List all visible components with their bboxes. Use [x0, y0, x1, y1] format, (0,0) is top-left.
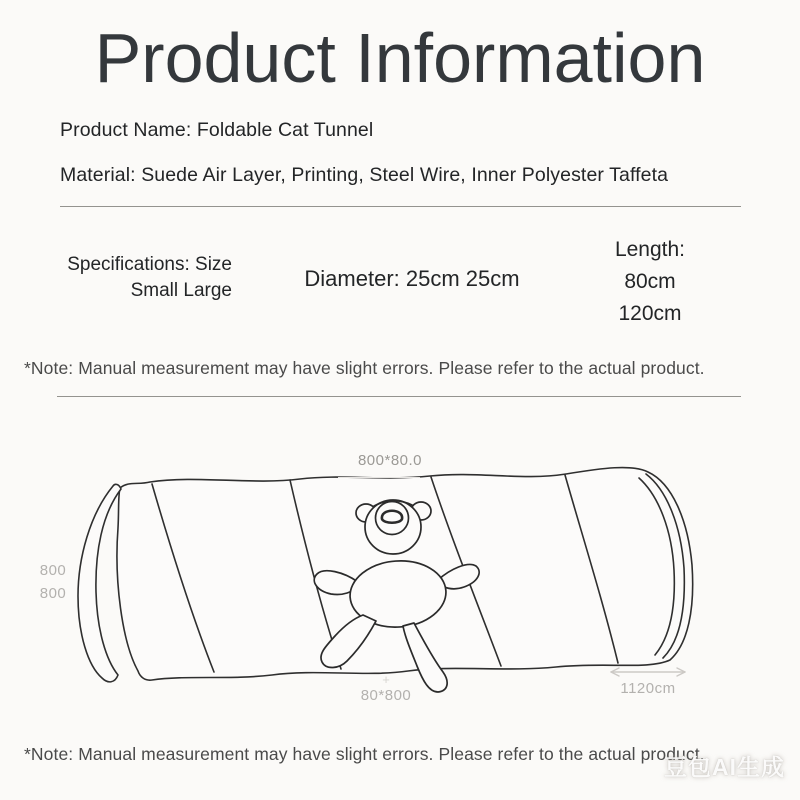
tunnel-left-rim [78, 484, 121, 682]
spec-length-line3: 120cm [618, 302, 682, 325]
spec-diameter: Diameter: 25cm 25cm [304, 266, 520, 291]
spec-length-line1: Length: [614, 238, 686, 261]
dimension-top-underline [338, 477, 420, 478]
spec-size-line1: Specifications: Size [67, 254, 232, 275]
note-top: *Note: Manual measurement may have slight errors. Please refer to the actual product. [24, 358, 705, 378]
width-arrow-icon [606, 666, 690, 678]
product-name-line: Product Name: Foldable Cat Tunnel [60, 119, 374, 141]
spec-length [585, 234, 715, 330]
bear-muzzle [382, 511, 402, 523]
divider-middle [57, 396, 741, 397]
ai-watermark: 豆包AI生成 [664, 754, 785, 780]
dimension-left-line1: 800 [39, 562, 67, 579]
plus-marker-icon: + [382, 672, 390, 687]
material-line: Material: Suede Air Layer, Printing, Steel Wire, Inner Polyester Taffeta [60, 164, 669, 186]
dimension-right: 1120cm [620, 680, 676, 697]
spec-size [30, 252, 232, 304]
dimension-left [30, 559, 76, 605]
dimension-left-line2: 800 [39, 585, 67, 602]
spec-size-line2: Small Large [130, 280, 232, 301]
page-title: Product Information [94, 19, 706, 97]
dimension-bottom: 80*800 [360, 687, 412, 704]
note-bottom: *Note: Manual measurement may have slight errors. Please refer to the actual product. [24, 744, 705, 764]
divider-top [60, 206, 741, 207]
dimension-top: 800*80.0 [357, 452, 423, 469]
spec-length-line2: 80cm [624, 270, 676, 293]
